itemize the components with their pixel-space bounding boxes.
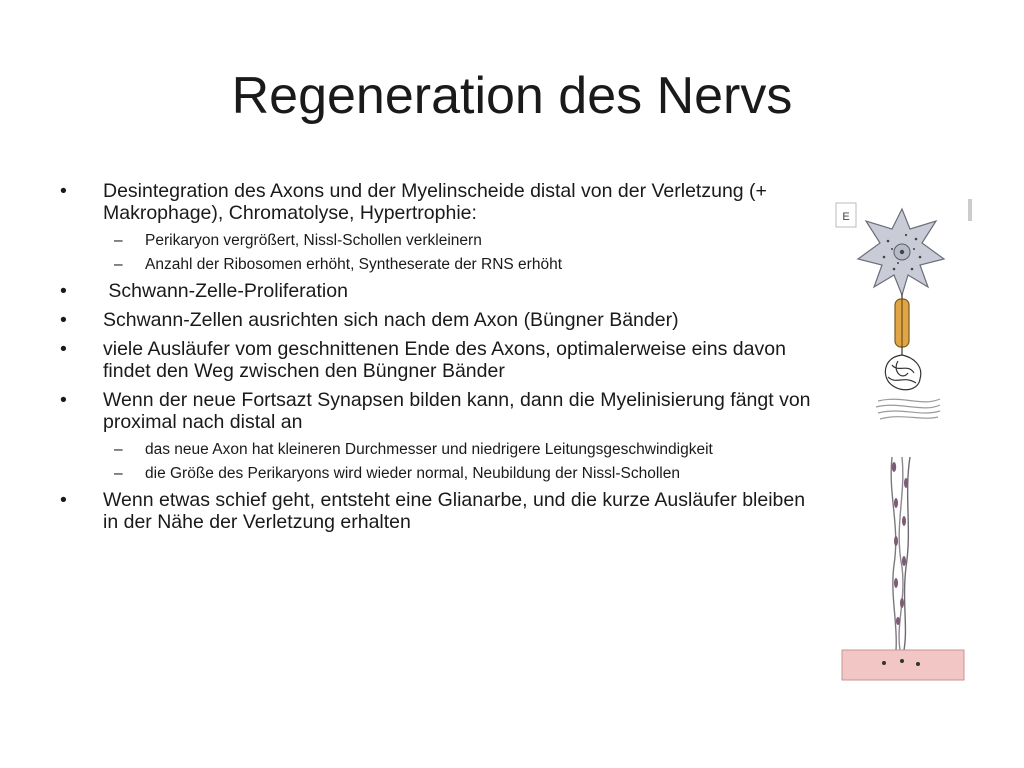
bullet-text: viele Ausläufer vom geschnittenen Ende des Axons, optimalerweise eins davon findet den Weg zwischen den Büngner Bänder <box>103 338 786 382</box>
slide-title: Regeneration des Nervs <box>231 67 793 125</box>
bullet-text: Wenn etwas schief geht, entsteht eine Glianarbe, und die kurze Ausläufer bleiben in der Nähe der Verletzung erhalten <box>103 489 806 533</box>
sub-item <box>60 231 820 250</box>
panel-label: E <box>842 211 850 223</box>
bullet-item <box>60 280 820 302</box>
sub-item <box>60 464 820 483</box>
sub-list <box>60 440 820 483</box>
nucleolus-icon <box>900 250 904 254</box>
bullet-text: Schwann-Zellen ausrichten sich nach dem Axon (Büngner Bänder) <box>103 309 679 331</box>
bullet-icon: • <box>60 338 67 360</box>
muscle-target-icon <box>842 650 964 680</box>
sub-item-text: die Größe des Perikaryons wird wieder normal, Neubildung der Nissl-Schollen <box>145 465 680 482</box>
regenerating-fiber-icon <box>891 457 910 650</box>
sub-item-text: Anzahl der Ribosomen erhöht, Syntheserate der RNS erhöht <box>145 256 563 273</box>
bullet-item <box>60 180 820 224</box>
sub-item-text: Perikaryon vergrößert, Nissl-Schollen verkleinern <box>145 232 482 249</box>
sub-item <box>60 440 820 459</box>
bullet-item <box>60 489 820 533</box>
bullet-text: Schwann-Zelle-Proliferation <box>103 280 348 302</box>
bullet-icon: • <box>60 280 67 302</box>
nerve-illustration <box>832 195 974 685</box>
bullet-item <box>60 338 820 382</box>
dash-icon: – <box>114 465 123 482</box>
bullet-text: Desintegration des Axons und der Myelinscheide distal von der Verletzung (+ Makrophage), Chromatolyse, Hypertrophie: <box>103 180 767 224</box>
dash-icon: – <box>114 256 123 273</box>
nerve-regeneration-figure <box>832 195 974 685</box>
bullet-icon: • <box>60 180 67 202</box>
sub-item <box>60 255 820 274</box>
bullet-list <box>60 180 820 540</box>
bullet-text: Wenn der neue Fortsazt Synapsen bilden kann, dann die Myelinisierung fängt von proximal nach distal an <box>103 389 811 433</box>
bullet-item <box>60 309 820 331</box>
bullet-icon: • <box>60 389 67 411</box>
dash-icon: – <box>114 232 123 249</box>
bullet-item <box>60 389 820 433</box>
bullet-icon: • <box>60 489 67 511</box>
sub-list <box>60 231 820 274</box>
buengner-band-icon <box>876 399 940 419</box>
edge-fragment <box>968 199 972 221</box>
bullet-icon: • <box>60 309 67 331</box>
sub-item-text: das neue Axon hat kleineren Durchmesser und niedrigere Leitungsgeschwindigkeit <box>145 441 713 458</box>
dash-icon: – <box>114 441 123 458</box>
axon-sprouts-icon <box>885 347 920 390</box>
